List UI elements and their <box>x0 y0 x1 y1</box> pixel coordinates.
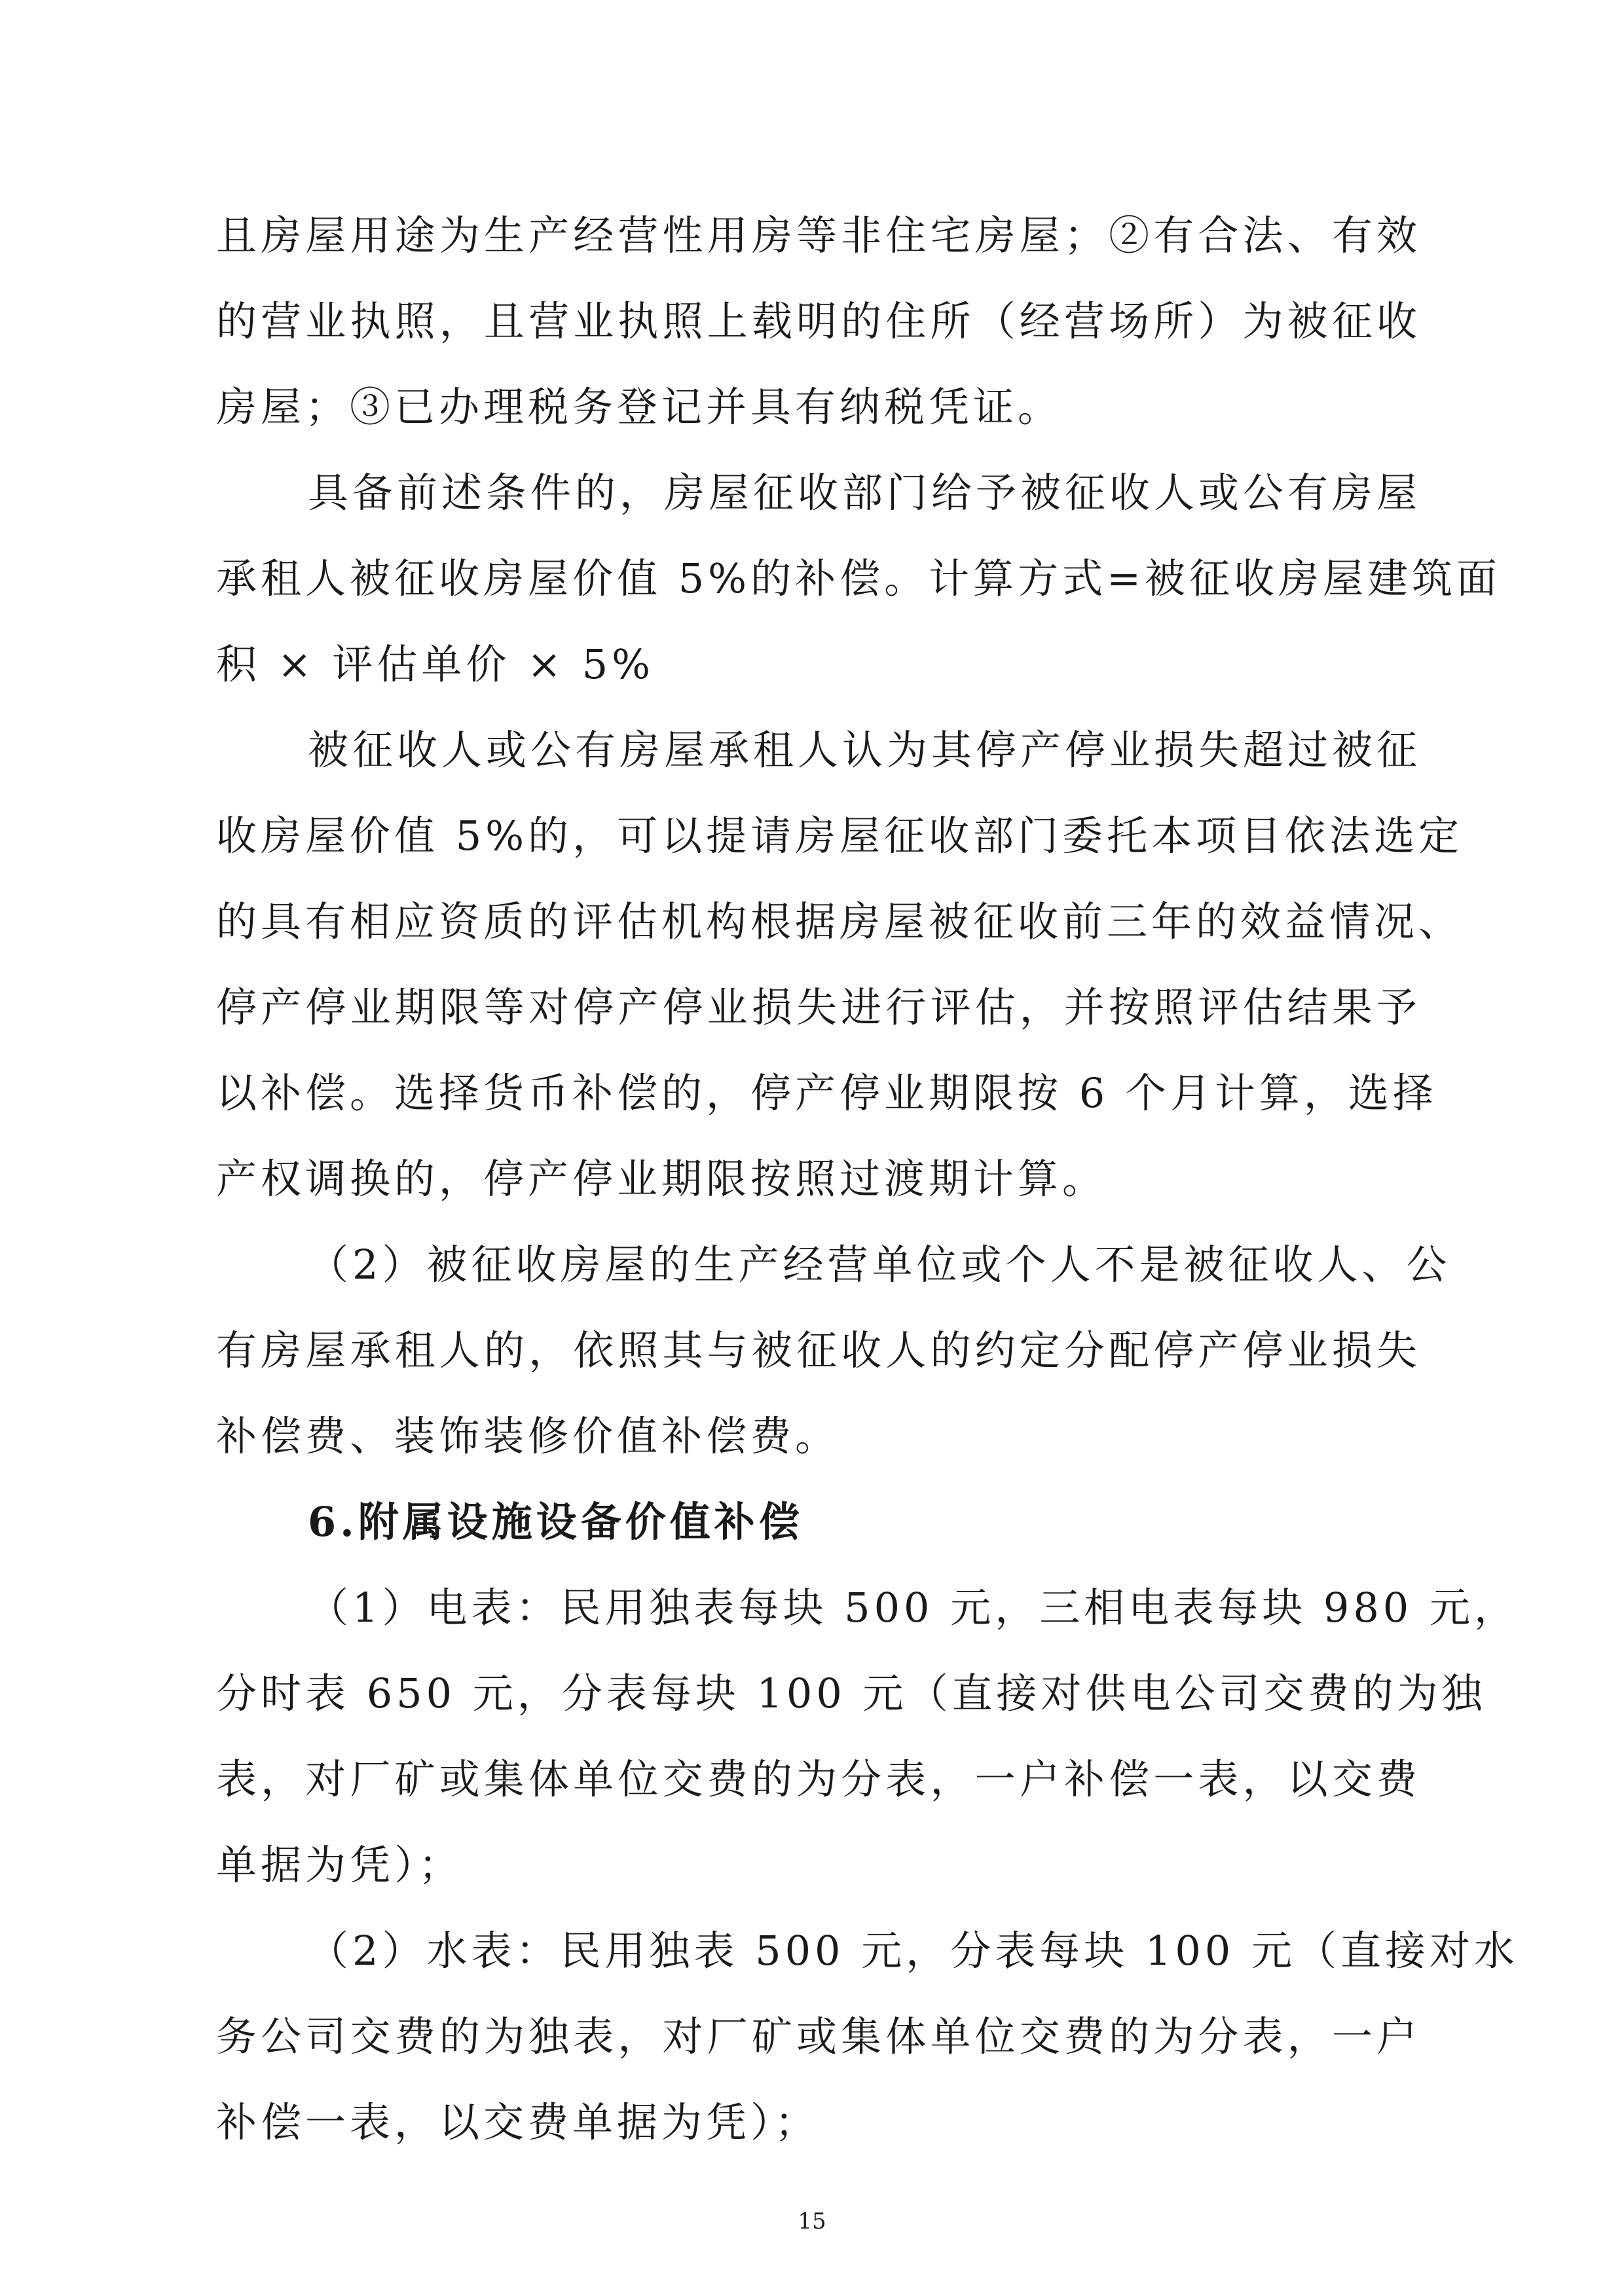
text-line-11: 以补偿。选择货币补偿的，停产停业期限按 6 个月计算，选择 <box>216 1069 1437 1117</box>
text-line-6: 积 × 评估单价 × 5% <box>216 640 655 688</box>
section-heading: 6.附属设施设备价值补偿 <box>308 1498 803 1546</box>
text-line-20: 单据为凭）； <box>216 1841 464 1889</box>
text-line-13: （2）被征收房屋的生产经营单位或个人不是被征收人、公 <box>308 1241 1451 1288</box>
text-line-12: 产权调换的，停产停业期限按照过渡期计算。 <box>216 1155 1107 1203</box>
text-line-9: 的具有相应资质的评估机构根据房屋被征收前三年的效益情况、 <box>216 898 1464 945</box>
text-line-4: 具备前述条件的，房屋征收部门给予被征收人或公有房屋 <box>308 469 1422 517</box>
text-line-14: 有房屋承租人的，依照其与被征收人的约定分配停产停业损失 <box>216 1326 1421 1374</box>
text-line-23: 补偿一表，以交费单据为凭）； <box>216 2098 820 2146</box>
text-line-2: 的营业执照，且营业执照上载明的住所（经营场所）为被征收 <box>216 297 1421 345</box>
text-line-22: 务公司交费的为独表，对厂矿或集体单位交费的为分表，一户 <box>216 2013 1421 2060</box>
text-line-21: （2）水表：民用独表 500 元，分表每块 100 元（直接对水 <box>308 1927 1519 1975</box>
text-line-7: 被征收人或公有房屋承租人认为其停产停业损失超过被征 <box>308 726 1422 774</box>
text-line-15: 补偿费、装饰装修价值补偿费。 <box>216 1412 840 1460</box>
page-number: 15 <box>798 2208 826 2234</box>
text-line-17: （1）电表：民用独表每块 500 元，三相电表每块 980 元， <box>308 1584 1519 1631</box>
text-line-3: 房屋；③已办理税务登记并具有纳税凭证。 <box>216 383 1063 431</box>
text-line-8: 收房屋价值 5%的，可以提请房屋征收部门委托本项目依法选定 <box>216 812 1464 860</box>
text-line-1: 且房屋用途为生产经营性用房等非住宅房屋；②有合法、有效 <box>216 211 1421 259</box>
text-line-10: 停产停业期限等对停产停业损失进行评估，并按照评估结果予 <box>216 983 1421 1031</box>
text-line-19: 表，对厂矿或集体单位交费的为分表，一户补偿一表，以交费 <box>216 1755 1421 1803</box>
text-line-18: 分时表 650 元，分表每块 100 元（直接对供电公司交费的为独 <box>216 1669 1486 1717</box>
text-line-5: 承租人被征收房屋价值 5%的补偿。计算方式=被征收房屋建筑面 <box>216 555 1502 602</box>
